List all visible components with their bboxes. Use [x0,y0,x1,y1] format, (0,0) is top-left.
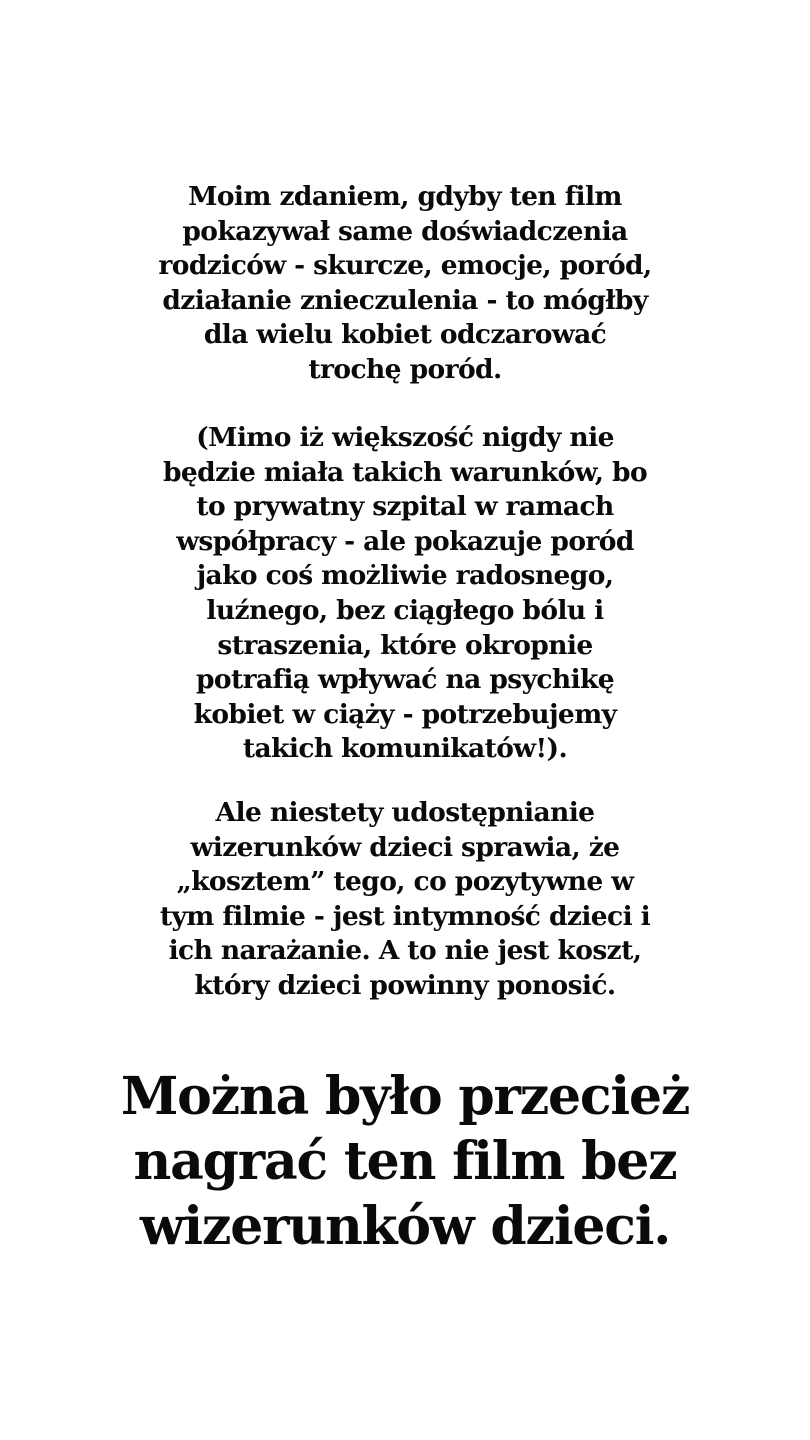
headline-line: nagrać ten film bez [133,1131,677,1192]
text-line: Ale niestety udostępnianie [215,797,595,828]
text-line: straszenia, które okropnie [217,629,593,661]
paragraph-opinion [0,180,810,388]
headline [0,1064,810,1259]
text-line: trochę poród. [308,353,502,385]
text-line: dla wielu kobiet odczarować [203,319,607,351]
text-line: który dzieci powinny ponosić. [194,969,616,1001]
text-line: pokazywał same doświadczenia [182,215,628,247]
text-line: jako coś możliwie radosnego, [196,560,614,592]
text-line: będzie miała takich warunków, bo [162,456,648,488]
text-line: to prywatny szpital w ramach [196,491,614,523]
headline-line: Można było przecież [120,1066,690,1127]
text-line: ich narażanie. A to nie jest koszt, [168,935,642,967]
text-line: działanie znieczulenia - to mógłby [162,284,648,316]
text-line: Moim zdaniem, gdyby ten film [188,181,622,212]
text-line: potrafią wpływać na psychikę [195,664,615,696]
text-line: kobiet w ciąży - potrzebujemy [193,698,617,730]
paragraph-parenthetical [0,421,810,767]
text-line: rodziców - skurcze, emocje, poród, [158,250,652,282]
paragraph-concern [0,796,810,1004]
text-line: wizerunków dzieci sprawia, że [190,831,620,863]
text-line: takich komunikatów!). [242,733,568,765]
text-line: „kosztem” tego, co pozytywne w [176,866,634,898]
text-line: (Mimo iż większość nigdy nie [196,422,614,453]
headline-line: wizerunków dzieci. [139,1196,671,1257]
text-line: współpracy - ale pokazuje poród [176,525,634,557]
text-line: luźnego, bez ciągłego bólu i [206,594,604,626]
text-line: tym filmie - jest intymność dzieci i [159,900,651,932]
